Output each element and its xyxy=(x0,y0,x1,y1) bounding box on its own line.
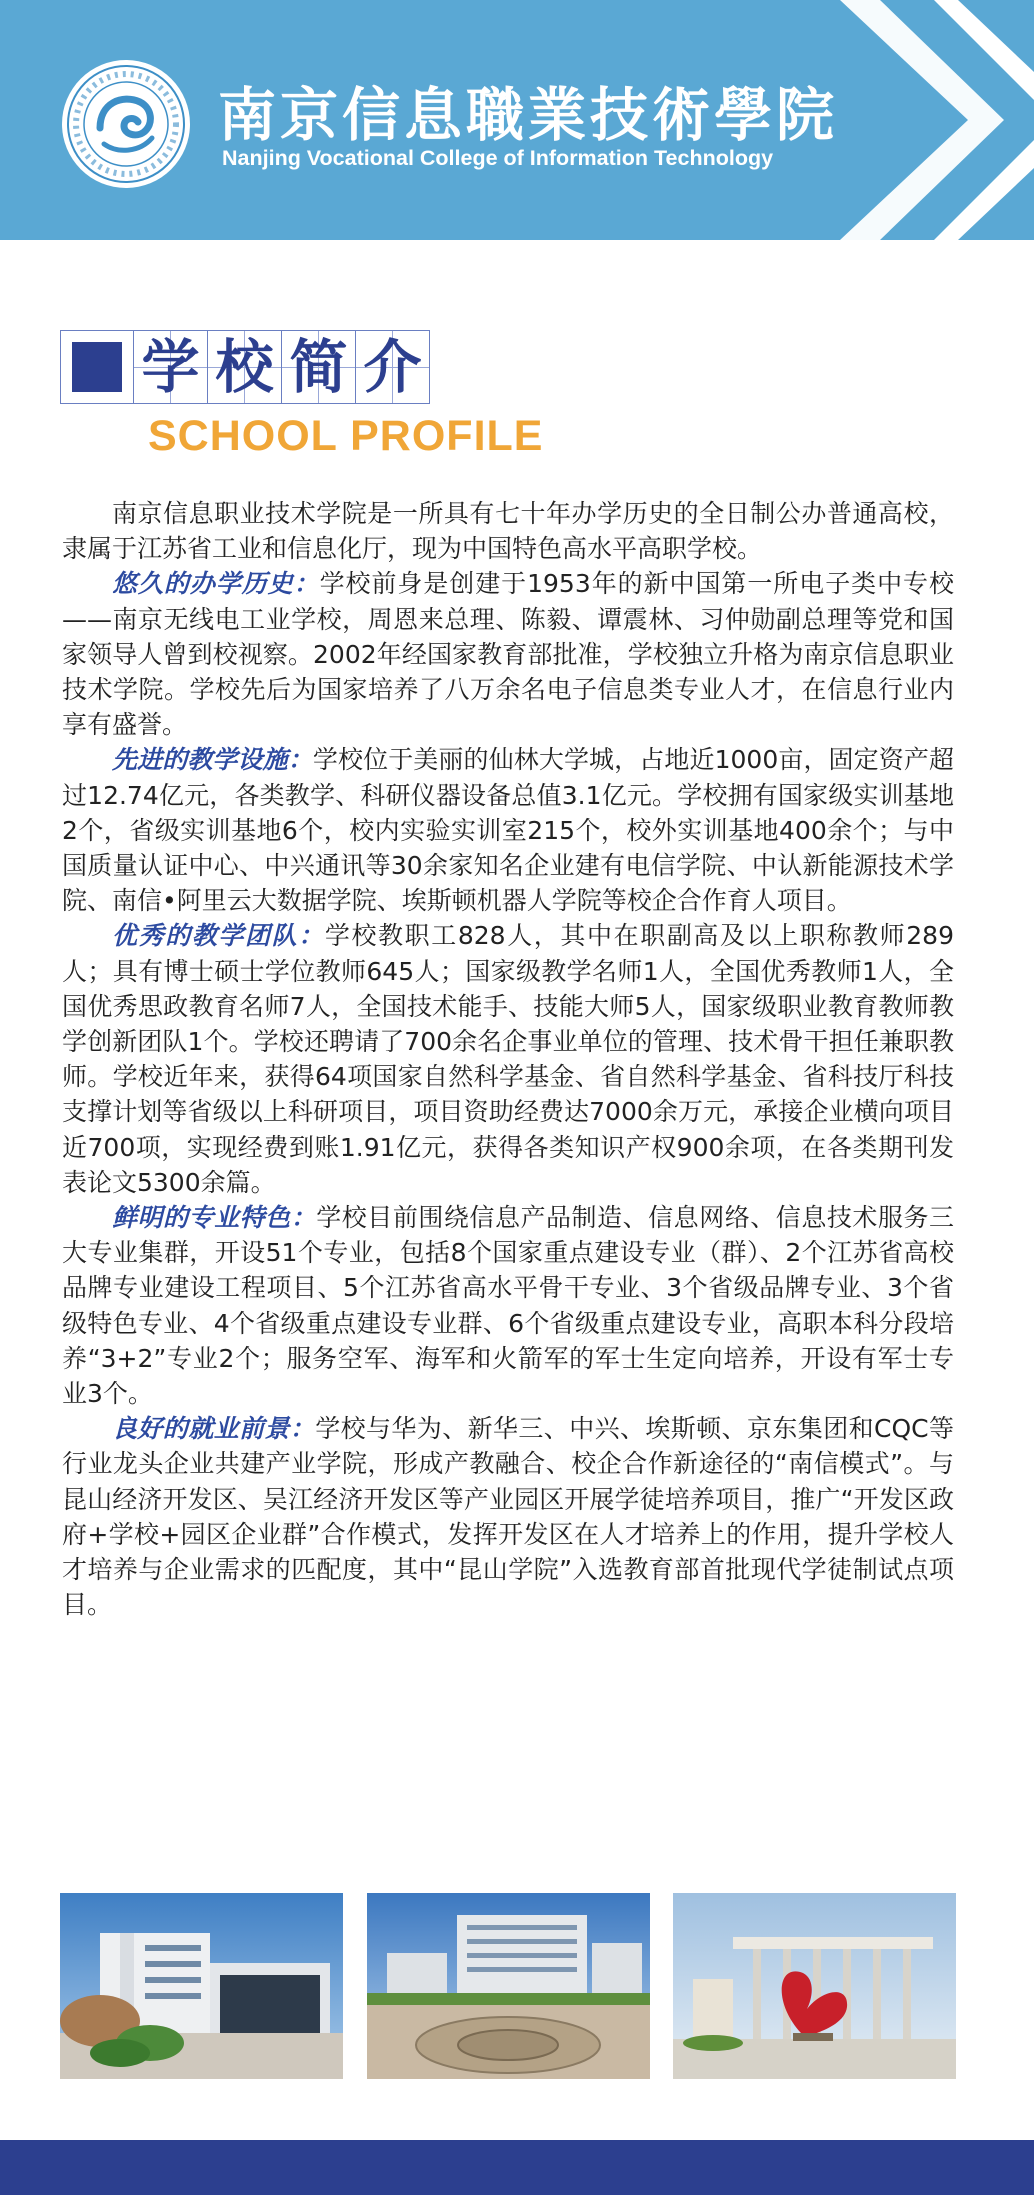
paragraph-intro xyxy=(62,496,954,566)
paragraph-lead: 先进的教学设施： xyxy=(112,745,313,775)
college-name-english: Nanjing Vocational College of Information Technology xyxy=(222,146,774,170)
paragraph-text: 学校目前围绕信息产品制造、信息网络、信息技术服务三大专业集群，开设51个专业，包括8个国家重点建设专业（群）、2个江苏省高校品牌专业建设工程项目、5个江苏省高水平骨干专业、3个省级品牌专业、3个省级特色专业、4个省级重点建设专业群、6个省级重点建设专业，高职本科分段培养“3+2”专业2个；服务空军、海军和火箭军的军士生定向培养，开设有军士专业3个。 xyxy=(62,1203,954,1409)
section-title-char: 校 xyxy=(208,330,282,404)
paragraph-faculty xyxy=(62,918,954,1200)
header-banner xyxy=(0,0,1034,240)
paragraph-text: 学校前身是创建于1953年的新中国第一所电子类中专校——南京无线电工业学校，周恩来总理、陈毅、谭震林、习仲勋副总理等党和国家领导人曾到校视察。2002年经国家教育部批准，学校独立升格为南京信息职业技术学院。学校先后为国家培养了八万余名电子信息类专业人才，在信息行业内享有盛誉。 xyxy=(62,569,954,740)
campus-building-photo xyxy=(60,1893,343,2079)
paragraph-facilities xyxy=(62,742,954,918)
section-title xyxy=(60,330,432,404)
paragraph-lead: 良好的就业前景： xyxy=(112,1414,316,1444)
section-subtitle-english: SCHOOL PROFILE xyxy=(148,412,544,460)
paragraph-lead: 优秀的教学团队： xyxy=(112,921,325,951)
paragraph-lead: 悠久的办学历史： xyxy=(112,569,320,599)
college-name-chinese: 南京信息職業技術學院 xyxy=(218,81,839,149)
paragraph-text: 南京信息职业技术学院是一所具有七十年办学历史的全日制公办普通高校，隶属于江苏省工业和信息化厅，现为中国特色高水平高职学校。 xyxy=(62,499,954,564)
paragraph-history xyxy=(62,566,954,742)
college-logo xyxy=(60,58,192,190)
section-title-char: 介 xyxy=(356,330,430,404)
paragraph-text: 学校教职工828人，其中在职副高及以上职称教师289人；具有博士硕士学位教师645人；国家级教学名师1人，全国优秀教师1人，全国优秀思政教育名师7人，全国技术能手、技能大师5人，国家级职业教育教师教学创新团队1个。学校还聘请了700余名企事业单位的管理、技术骨干担任兼职教师。学校近年来，获得64项国家自然科学基金、省自然科学基金、省科技厅科技支撑计划等省级以上科研项目，项目资助经费达7000余万元，承接企业横向项目近700项，实现经费到账1.91亿元，获得各类知识产权900余项，在各类期刊发表论文5300余篇。 xyxy=(62,921,954,1197)
section-title-square-icon xyxy=(60,330,134,404)
paragraph-employment xyxy=(62,1411,954,1622)
paragraph-text: 学校位于美丽的仙林大学城，占地近1000亩，固定资产超过12.74亿元，各类教学、科研仪器设备总值3.1亿元。学校拥有国家级实训基地2个，省级实训基地6个，校内实验实训室215个，校外实训基地400余个；与中国质量认证中心、中兴通讯等30余家知名企业建有电信学院、中认新能源技术学院、南信•阿里云大数据学院、埃斯顿机器人学院等校企合作育人项目。 xyxy=(62,745,954,916)
campus-gate-sculpture-photo xyxy=(673,1893,956,2079)
paragraph-majors xyxy=(62,1200,954,1411)
campus-plaza-photo xyxy=(367,1893,650,2079)
paragraph-lead: 鲜明的专业特色： xyxy=(112,1203,317,1233)
section-title-char: 简 xyxy=(282,330,356,404)
profile-text xyxy=(62,496,954,1623)
paragraph-text: 学校与华为、新华三、中兴、埃斯顿、京东集团和CQC等行业龙头企业共建产业学院，形成产教融合、校企合作新途径的“南信模式”。与昆山经济开发区、吴江经济开发区等产业园区开展学徒培养项目，推广“开发区政府+学校+园区企业群”合作模式，发挥开发区在人才培养上的作用，提升学校人才培养与企业需求的匹配度，其中“昆山学院”入选教育部首批现代学徒制试点项目。 xyxy=(62,1414,954,1620)
footer-bar xyxy=(0,2140,1034,2195)
section-title-char: 学 xyxy=(134,330,208,404)
photo-strip xyxy=(60,1893,956,2079)
